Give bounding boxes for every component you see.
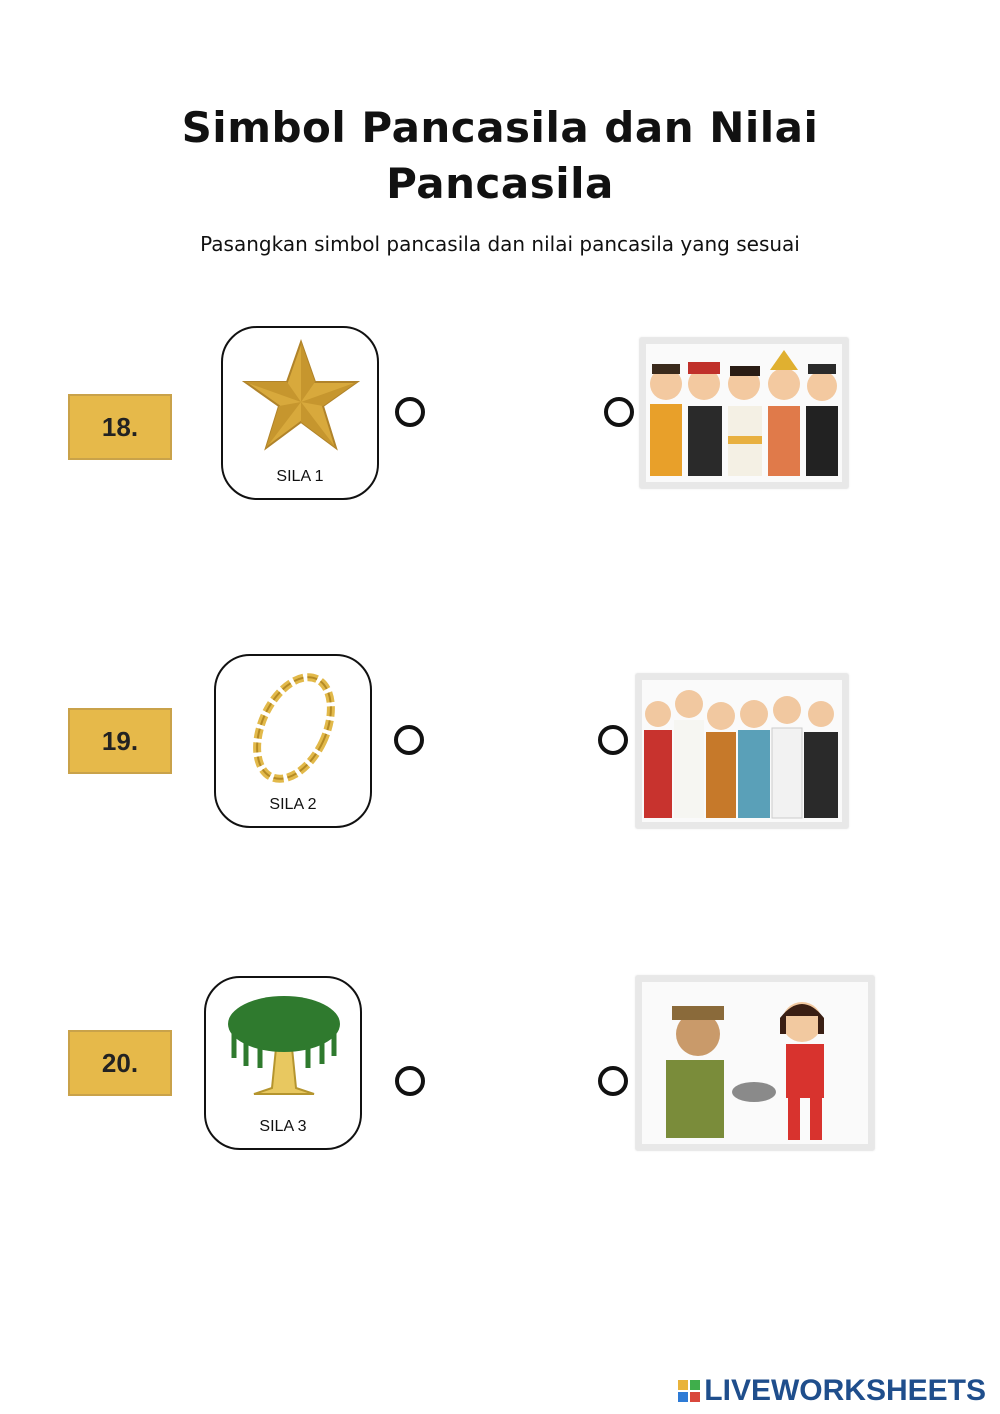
question-number-18: 18. <box>68 394 172 460</box>
match-point-right-3[interactable] <box>598 1066 628 1096</box>
charity-illustration <box>642 982 868 1144</box>
sila-label: SILA 3 <box>259 1118 307 1135</box>
match-point-left-18[interactable] <box>395 397 425 427</box>
question-number-20: 20. <box>68 1030 172 1096</box>
sila-label: SILA 1 <box>276 468 324 485</box>
brand-name: LIVEWORKSHEETS <box>704 1374 986 1407</box>
match-point-right-2[interactable] <box>598 725 628 755</box>
children-illustration <box>646 344 842 482</box>
match-point-left-19[interactable] <box>394 725 424 755</box>
picture-girl-giving-to-beggar <box>636 976 874 1150</box>
symbol-card-sila-2 <box>214 654 372 828</box>
question-number-19: 19. <box>68 708 172 774</box>
religions-illustration <box>642 680 842 822</box>
match-point-left-20[interactable] <box>395 1066 425 1096</box>
liveworksheets-logo <box>678 1374 986 1408</box>
symbol-card-sila-3 <box>204 976 362 1150</box>
picture-children-traditional-clothes <box>640 338 848 488</box>
sila-label: SILA 2 <box>269 796 317 813</box>
symbol-card-sila-1 <box>221 326 379 500</box>
match-point-right-1[interactable] <box>604 397 634 427</box>
picture-people-different-religions <box>636 674 848 828</box>
instructions: Pasangkan simbol pancasila dan nilai pancasila yang sesuai <box>200 232 800 256</box>
banyan-tree-icon <box>224 988 344 1100</box>
star-icon <box>241 338 361 458</box>
page-title: Simbol Pancasila dan Nilai Pancasila <box>181 103 819 208</box>
chain-icon <box>234 666 354 790</box>
brand-icon <box>678 1380 700 1402</box>
